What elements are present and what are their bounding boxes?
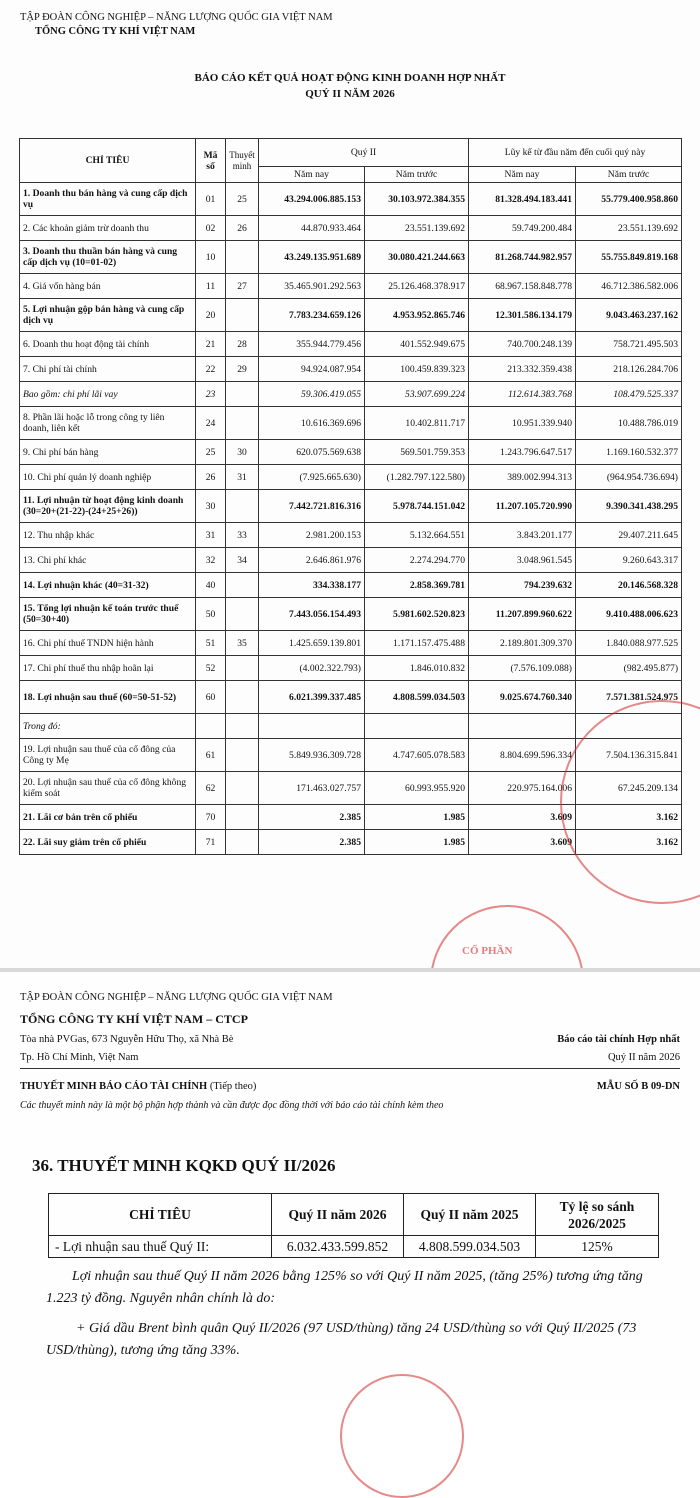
notes-title: THUYẾT MINH BÁO CÁO TÀI CHÍNH xyxy=(20,1081,208,1092)
row-code: 52 xyxy=(196,656,226,681)
row-quarter-current: 355.944.779.456 xyxy=(259,332,365,357)
statement-row xyxy=(20,548,682,573)
row-ytd-previous: 7.571.381.524.975 xyxy=(576,681,682,714)
row-label: 19. Lợi nhuận sau thuế của cổ đông của Công ty Mẹ xyxy=(20,739,196,772)
row-ytd-previous: 10.488.786.019 xyxy=(576,407,682,440)
row-quarter-current: 2.981.200.153 xyxy=(259,523,365,548)
statement-row xyxy=(20,332,682,357)
row-ytd-current: 740.700.248.139 xyxy=(469,332,576,357)
row-ytd-current: 112.614.383.768 xyxy=(469,382,576,407)
row-note: 25 xyxy=(226,183,259,216)
summary-header-q2026: Quý II năm 2026 xyxy=(272,1194,404,1236)
statement-row xyxy=(20,465,682,490)
row-quarter-previous: 1.985 xyxy=(365,805,469,830)
notes-cont: (Tiếp theo) xyxy=(209,1081,257,1092)
row-label: 17. Chi phí thuế thu nhập hoãn lại xyxy=(20,656,196,681)
row-ytd-previous: 23.551.139.692 xyxy=(576,216,682,241)
row-quarter-previous: 1.985 xyxy=(365,830,469,855)
row-label: 18. Lợi nhuận sau thuế (60=50-51-52) xyxy=(20,681,196,714)
row-code: 20 xyxy=(196,299,226,332)
row-quarter-current: 10.616.369.696 xyxy=(259,407,365,440)
row-note xyxy=(226,656,259,681)
row-label: 21. Lãi cơ bản trên cổ phiếu xyxy=(20,805,196,830)
row-ytd-previous: 55.779.400.958.860 xyxy=(576,183,682,216)
row-quarter-previous: 1.171.157.475.488 xyxy=(365,631,469,656)
statement-row xyxy=(20,183,682,216)
statement-row xyxy=(20,274,682,299)
row-ytd-previous: 9.390.341.438.295 xyxy=(576,490,682,523)
header-quy: Quý II xyxy=(259,139,469,167)
row-quarter-previous: 25.126.468.378.917 xyxy=(365,274,469,299)
row-label: 12. Thu nhập khác xyxy=(20,523,196,548)
row-ytd-current: 3.609 xyxy=(469,830,576,855)
row-quarter-current: 5.849.936.309.728 xyxy=(259,739,365,772)
summary-row-label: - Lợi nhuận sau thuế Quý II: xyxy=(49,1236,272,1258)
company-name-2: TỔNG CÔNG TY KHÍ VIỆT NAM – CTCP xyxy=(20,1012,248,1026)
row-label: Bao gồm: chi phí lãi vay xyxy=(20,382,196,407)
row-quarter-previous: 1.846.010.832 xyxy=(365,656,469,681)
row-note xyxy=(226,407,259,440)
row-label: 22. Lãi suy giảm trên cổ phiếu xyxy=(20,830,196,855)
statement-row xyxy=(20,573,682,598)
row-quarter-current: 43.249.135.951.689 xyxy=(259,241,365,274)
row-ytd-previous: 9.260.643.317 xyxy=(576,548,682,573)
row-ytd-current: 3.843.201.177 xyxy=(469,523,576,548)
row-label: 5. Lợi nhuận gộp bán hàng và cung cấp dịch vụ xyxy=(20,299,196,332)
row-ytd-current: 81.268.744.982.957 xyxy=(469,241,576,274)
row-note xyxy=(226,739,259,772)
row-label: 13. Chi phí khác xyxy=(20,548,196,573)
row-ytd-previous: (964.954.736.694) xyxy=(576,465,682,490)
row-quarter-current: 35.465.901.292.563 xyxy=(259,274,365,299)
row-ytd-current: 3.048.961.545 xyxy=(469,548,576,573)
group-name-2: TẬP ĐOÀN CÔNG NGHIỆP – NĂNG LƯỢNG QUỐC GIA VIỆT NAM xyxy=(20,992,333,1003)
row-note xyxy=(226,299,259,332)
row-ytd-previous: 20.146.568.328 xyxy=(576,573,682,598)
row-quarter-current: 59.306.419.055 xyxy=(259,382,365,407)
statement-row xyxy=(20,523,682,548)
row-ytd-previous: 1.840.088.977.525 xyxy=(576,631,682,656)
row-quarter-current xyxy=(259,714,365,739)
company-name: TỔNG CÔNG TY KHÍ VIỆT NAM xyxy=(35,26,196,37)
row-note: 30 xyxy=(226,440,259,465)
row-code: 26 xyxy=(196,465,226,490)
row-quarter-current: 2.646.861.976 xyxy=(259,548,365,573)
statement-row xyxy=(20,382,682,407)
header-q-nam-truoc: Năm trước xyxy=(365,167,469,183)
row-quarter-current: 171.463.027.757 xyxy=(259,772,365,805)
row-code: 62 xyxy=(196,772,226,805)
row-note xyxy=(226,598,259,631)
report-title: BÁO CÁO KẾT QUẢ HOẠT ĐỘNG KINH DOANH HỢP NHẤT xyxy=(194,72,506,84)
statement-row xyxy=(20,714,682,739)
statement-row xyxy=(20,681,682,714)
row-note xyxy=(226,805,259,830)
row-code: 32 xyxy=(196,548,226,573)
row-label: 3. Doanh thu thuần bán hàng và cung cấp dịch vụ (10=01-02) xyxy=(20,241,196,274)
row-ytd-current: 220.975.164.006 xyxy=(469,772,576,805)
reason-paragraph: + Giá dầu Brent bình quân Quý II/2026 (97 USD/thùng) tăng 24 USD/thùng so với Quý II/2025 (73 USD/thùng), tương ứng tăng 33%. xyxy=(46,1321,637,1358)
row-ytd-current: 12.301.586.134.179 xyxy=(469,299,576,332)
row-code: 21 xyxy=(196,332,226,357)
statement-row xyxy=(20,490,682,523)
row-note xyxy=(226,681,259,714)
header-thuyet-minh: Thuyết minh xyxy=(226,139,259,183)
row-quarter-current: (7.925.665.630) xyxy=(259,465,365,490)
row-ytd-current xyxy=(469,714,576,739)
header-y-nam-truoc: Năm trước xyxy=(576,167,682,183)
form-number: MẪU SỐ B 09-DN xyxy=(596,1081,680,1092)
row-ytd-previous: 218.126.284.706 xyxy=(576,357,682,382)
report-name: Báo cáo tài chính Hợp nhất xyxy=(557,1034,680,1045)
row-label: 1. Doanh thu bán hàng và cung cấp dịch vụ xyxy=(20,183,196,216)
row-label: 2. Các khoản giảm trừ doanh thu xyxy=(20,216,196,241)
row-quarter-previous: 100.459.839.323 xyxy=(365,357,469,382)
header-y-nam-nay: Năm nay xyxy=(469,167,576,183)
row-ytd-current: 3.609 xyxy=(469,805,576,830)
row-quarter-previous xyxy=(365,714,469,739)
row-ytd-current: 81.328.494.183.441 xyxy=(469,183,576,216)
row-code: 01 xyxy=(196,183,226,216)
stamp-text: CỔ PHẦN xyxy=(462,945,513,957)
statement-row xyxy=(20,216,682,241)
row-code: 40 xyxy=(196,573,226,598)
row-code: 25 xyxy=(196,440,226,465)
report-subtitle: QUÝ II NĂM 2026 xyxy=(305,88,395,100)
row-ytd-current: (7.576.109.088) xyxy=(469,656,576,681)
row-note xyxy=(226,772,259,805)
row-code: 61 xyxy=(196,739,226,772)
row-quarter-previous: 23.551.139.692 xyxy=(365,216,469,241)
row-label: 16. Chi phí thuế TNDN hiện hành xyxy=(20,631,196,656)
row-ytd-previous: 758.721.495.503 xyxy=(576,332,682,357)
row-note xyxy=(226,714,259,739)
row-ytd-current: 59.749.200.484 xyxy=(469,216,576,241)
row-note xyxy=(226,382,259,407)
row-quarter-previous: 4.747.605.078.583 xyxy=(365,739,469,772)
row-quarter-current: 6.021.399.337.485 xyxy=(259,681,365,714)
row-quarter-previous: 53.907.699.224 xyxy=(365,382,469,407)
row-code: 24 xyxy=(196,407,226,440)
row-note: 26 xyxy=(226,216,259,241)
row-label: 8. Phần lãi hoặc lỗ trong công ty liên doanh, liên kết xyxy=(20,407,196,440)
row-ytd-current: 11.207.899.960.622 xyxy=(469,598,576,631)
row-code: 22 xyxy=(196,357,226,382)
row-quarter-previous: 60.993.955.920 xyxy=(365,772,469,805)
row-ytd-current: 213.332.359.438 xyxy=(469,357,576,382)
row-quarter-previous: 2.858.369.781 xyxy=(365,573,469,598)
row-code: 11 xyxy=(196,274,226,299)
header-q-nam-nay: Năm nay xyxy=(259,167,365,183)
summary-ratio: 125% xyxy=(536,1236,659,1258)
row-code: 31 xyxy=(196,523,226,548)
row-ytd-current: 794.239.632 xyxy=(469,573,576,598)
row-note: 29 xyxy=(226,357,259,382)
row-note: 28 xyxy=(226,332,259,357)
row-code: 50 xyxy=(196,598,226,631)
row-note: 35 xyxy=(226,631,259,656)
summary-value-2026: 6.032.433.599.852 xyxy=(272,1236,404,1258)
row-quarter-previous: 5.132.664.551 xyxy=(365,523,469,548)
address-line-2: Tp. Hồ Chí Minh, Việt Nam xyxy=(20,1052,139,1063)
row-quarter-previous: 4.808.599.034.503 xyxy=(365,681,469,714)
row-label: 6. Doanh thu hoạt động tài chính xyxy=(20,332,196,357)
row-quarter-current: 94.924.087.954 xyxy=(259,357,365,382)
row-note: 33 xyxy=(226,523,259,548)
row-label: 20. Lợi nhuận sau thuế của cổ đông không kiểm soát xyxy=(20,772,196,805)
row-quarter-current: 334.338.177 xyxy=(259,573,365,598)
row-code: 30 xyxy=(196,490,226,523)
row-quarter-current: 2.385 xyxy=(259,805,365,830)
row-ytd-previous: 9.410.488.006.623 xyxy=(576,598,682,631)
row-note: 31 xyxy=(226,465,259,490)
summary-header-chi-tieu: CHỈ TIÊU xyxy=(49,1194,272,1236)
row-ytd-current: 389.002.994.313 xyxy=(469,465,576,490)
row-ytd-previous: 7.504.136.315.841 xyxy=(576,739,682,772)
explanation-paragraph: Lợi nhuận sau thuế Quý II năm 2026 bằng 125% so với Quý II năm 2025, (tăng 25%) tương ứng tăng 1.223 tỷ đồng. Nguyên nhân chính là do: xyxy=(46,1269,643,1306)
row-ytd-previous: (982.495.877) xyxy=(576,656,682,681)
row-label: 9. Chi phí bán hàng xyxy=(20,440,196,465)
group-name: TẬP ĐOÀN CÔNG NGHIỆP – NĂNG LƯỢNG QUỐC GIA VIỆT NAM xyxy=(20,12,333,23)
row-ytd-previous: 108.479.525.337 xyxy=(576,382,682,407)
row-code: 02 xyxy=(196,216,226,241)
header-ma-so: Mã số xyxy=(196,139,226,183)
row-quarter-previous: 30.080.421.244.663 xyxy=(365,241,469,274)
row-quarter-previous: 10.402.811.717 xyxy=(365,407,469,440)
summary-header-q2025: Quý II năm 2025 xyxy=(404,1194,536,1236)
row-label: 4. Giá vốn hàng bán xyxy=(20,274,196,299)
row-ytd-previous: 67.245.209.134 xyxy=(576,772,682,805)
row-note xyxy=(226,241,259,274)
address-line-1: Tòa nhà PVGas, 673 Nguyễn Hữu Thọ, xã Nhà Bè xyxy=(20,1034,234,1045)
report-period: Quý II năm 2026 xyxy=(607,1052,680,1063)
summary-header-ratio: Tỷ lệ so sánh 2026/2025 xyxy=(536,1194,659,1236)
row-note: 34 xyxy=(226,548,259,573)
row-label: 7. Chi phí tài chính xyxy=(20,357,196,382)
row-quarter-previous: 5.978.744.151.042 xyxy=(365,490,469,523)
row-ytd-current: 9.025.674.760.340 xyxy=(469,681,576,714)
header-chi-tieu: CHỈ TIÊU xyxy=(20,139,196,183)
row-ytd-current: 1.243.796.647.517 xyxy=(469,440,576,465)
row-code xyxy=(196,714,226,739)
row-ytd-previous: 55.755.849.819.168 xyxy=(576,241,682,274)
row-ytd-previous: 9.043.463.237.162 xyxy=(576,299,682,332)
statement-row xyxy=(20,656,682,681)
statement-row xyxy=(20,598,682,631)
row-code: 10 xyxy=(196,241,226,274)
statement-row xyxy=(20,357,682,382)
row-code: 71 xyxy=(196,830,226,855)
row-label: Trong đó: xyxy=(20,714,196,739)
row-label: 10. Chi phí quản lý doanh nghiệp xyxy=(20,465,196,490)
summary-table xyxy=(48,1193,659,1258)
row-quarter-previous: 4.953.952.865.746 xyxy=(365,299,469,332)
row-note xyxy=(226,573,259,598)
row-note xyxy=(226,830,259,855)
row-label: 15. Tổng lợi nhuận kế toán trước thuế (50=30+40) xyxy=(20,598,196,631)
row-quarter-current: 7.783.234.659.126 xyxy=(259,299,365,332)
row-quarter-current: 7.442.721.816.316 xyxy=(259,490,365,523)
row-note: 27 xyxy=(226,274,259,299)
row-quarter-current: 7.443.056.154.493 xyxy=(259,598,365,631)
row-quarter-previous: 569.501.759.353 xyxy=(365,440,469,465)
row-ytd-previous: 46.712.386.582.006 xyxy=(576,274,682,299)
row-code: 60 xyxy=(196,681,226,714)
row-quarter-current: 1.425.659.139.801 xyxy=(259,631,365,656)
row-quarter-current: 2.385 xyxy=(259,830,365,855)
row-ytd-current: 11.207.105.720.990 xyxy=(469,490,576,523)
row-ytd-current: 8.804.699.596.334 xyxy=(469,739,576,772)
statement-row xyxy=(20,631,682,656)
header-luy-ke: Lũy kế từ đầu năm đến cuối quý này xyxy=(469,139,682,167)
row-code: 23 xyxy=(196,382,226,407)
row-quarter-current: (4.002.322.793) xyxy=(259,656,365,681)
row-label: 14. Lợi nhuận khác (40=31-32) xyxy=(20,573,196,598)
row-ytd-current: 10.951.339.940 xyxy=(469,407,576,440)
row-quarter-current: 620.075.569.638 xyxy=(259,440,365,465)
notes-description: Các thuyết minh này là một bộ phận hợp thành và cần được đọc đồng thời với báo cáo tài chính kèm theo xyxy=(20,1100,444,1111)
row-code: 70 xyxy=(196,805,226,830)
row-ytd-previous: 29.407.211.645 xyxy=(576,523,682,548)
row-quarter-previous: 5.981.602.520.823 xyxy=(365,598,469,631)
row-code: 51 xyxy=(196,631,226,656)
row-ytd-previous: 3.162 xyxy=(576,805,682,830)
row-quarter-previous: 30.103.972.384.355 xyxy=(365,183,469,216)
statement-row xyxy=(20,299,682,332)
statement-row xyxy=(20,407,682,440)
row-quarter-previous: 2.274.294.770 xyxy=(365,548,469,573)
row-quarter-previous: 401.552.949.675 xyxy=(365,332,469,357)
statement-row xyxy=(20,440,682,465)
row-quarter-previous: (1.282.797.122.580) xyxy=(365,465,469,490)
row-ytd-previous: 3.162 xyxy=(576,830,682,855)
row-ytd-previous: 1.169.160.532.377 xyxy=(576,440,682,465)
company-stamp-page-two xyxy=(340,1374,464,1498)
section-title: 36. THUYẾT MINH KQKD QUÝ II/2026 xyxy=(32,1156,336,1175)
row-quarter-current: 44.870.933.464 xyxy=(259,216,365,241)
notes-heading xyxy=(20,1081,256,1092)
statement-row xyxy=(20,241,682,274)
header-rule xyxy=(20,1068,680,1069)
row-quarter-current: 43.294.006.885.153 xyxy=(259,183,365,216)
summary-value-2025: 4.808.599.034.503 xyxy=(404,1236,536,1258)
row-ytd-current: 68.967.158.848.778 xyxy=(469,274,576,299)
row-ytd-current: 2.189.801.309.370 xyxy=(469,631,576,656)
row-note xyxy=(226,490,259,523)
row-label: 11. Lợi nhuận từ hoạt động kinh doanh (30=20+(21-22)-(24+25+26)) xyxy=(20,490,196,523)
